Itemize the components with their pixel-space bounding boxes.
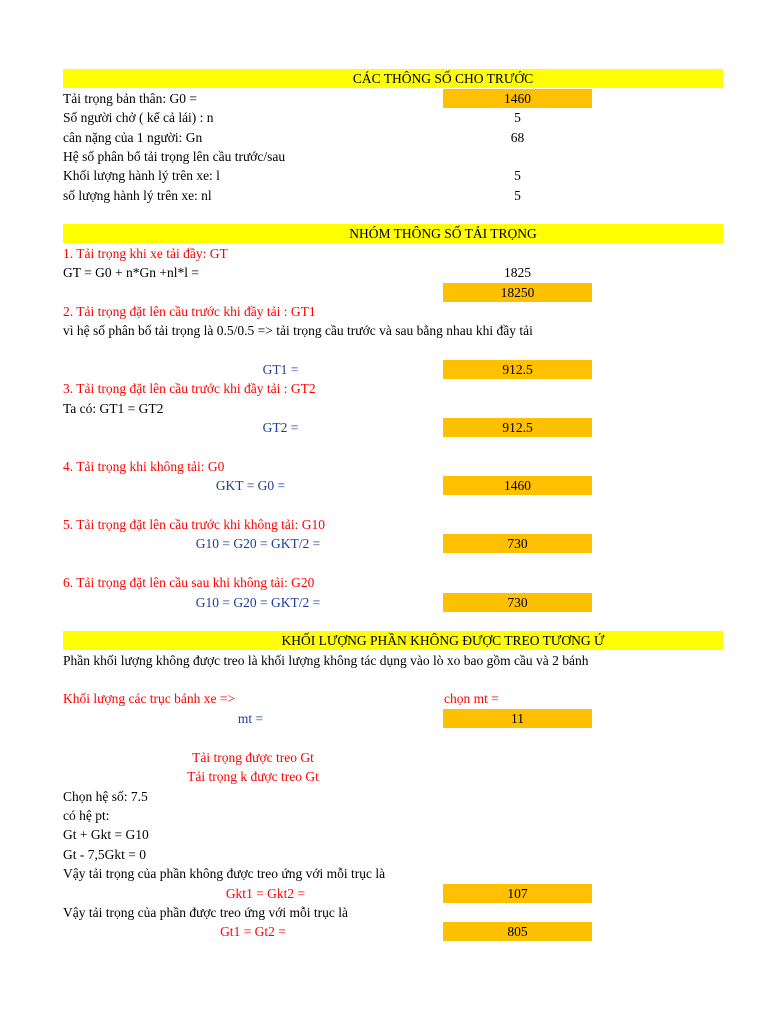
row-unsprung-load: Tải trọng k được treo Gt — [187, 769, 319, 784]
item5-title: 5. Tải trọng đặt lên cầu trước khi không tải: G10 — [63, 517, 326, 532]
row-eq2: Gt - 7,5Gkt = 0 — [63, 847, 146, 862]
param-value: 1460 — [443, 89, 592, 108]
param-value: 5 — [514, 188, 521, 203]
gkt-value: 1460 — [443, 476, 592, 495]
item1-title: 1. Tải trọng khi xe tải đầy: GT — [63, 246, 228, 261]
section-header-given-params: CÁC THÔNG SỐ CHO TRƯỚC — [63, 69, 723, 88]
row-person-weight — [63, 128, 723, 147]
param-label: Hệ số phân bổ tải trọng lên cầu trước/sau — [63, 149, 286, 164]
gkt1-label: Gkt1 = Gkt2 = — [225, 886, 306, 901]
row-gkt1 — [63, 884, 723, 903]
row-sprung-note: Vậy tải trọng của phần được treo ứng với mỗi trục là — [63, 905, 348, 920]
row-coef: Chọn hệ số: 7.5 — [63, 789, 148, 804]
param-value: 5 — [514, 110, 521, 125]
item2-note: vì hệ số phân bố tải trọng là 0.5/0.5 => tải trọng cầu trước và sau bằng nhau khi đầy tải — [63, 323, 533, 338]
section-header-unsprung-mass: KHỐI LƯỢNG PHẦN KHÔNG ĐƯỢC TREO TƯƠNG Ứ — [63, 631, 723, 650]
gt1-label: GT1 = — [262, 362, 299, 377]
section3-note: Phần khối lượng không được treo là khối lượng không tác dụng vào lò xo bao gồm cầu và 2 bánh — [63, 653, 589, 668]
g20-value: 730 — [443, 593, 592, 612]
choose-mt-label: chọn mt = — [444, 691, 499, 706]
row-distribution-coef — [63, 147, 723, 166]
param-label: Số người chở ( kể cả lái) : n — [63, 110, 214, 125]
row-system: có hệ pt: — [63, 808, 110, 823]
row-eq1: Gt + Gkt = G10 — [63, 827, 149, 842]
param-value: 68 — [510, 130, 525, 145]
gt2-value: 912.5 — [443, 418, 592, 437]
item3-note: Ta có: GT1 = GT2 — [63, 401, 164, 416]
item3-title: 3. Tải trọng đặt lên cầu trước khi đầy tải : GT2 — [63, 381, 316, 396]
axle-mass-label: Khối lượng các trục bánh xe => — [63, 691, 236, 706]
gt2-label: GT2 = — [262, 420, 299, 435]
row-self-weight — [63, 89, 723, 108]
gt1b-value: 805 — [443, 922, 592, 941]
gt1-value: 912.5 — [443, 360, 592, 379]
param-label: cân nặng của 1 người: Gn — [63, 130, 203, 145]
g20-label: G10 = G20 = GKT/2 = — [195, 595, 321, 610]
gt-value-highlight: 18250 — [443, 283, 592, 302]
row-luggage-weight — [63, 166, 723, 185]
row-mt — [63, 709, 723, 728]
gkt1-value: 107 — [443, 884, 592, 903]
item4-title: 4. Tải trọng khi không tải: G0 — [63, 459, 225, 474]
row-passengers — [63, 108, 723, 127]
row-gkt — [63, 476, 723, 495]
row-g10 — [63, 534, 723, 553]
mt-value: 11 — [443, 709, 592, 728]
item2-title: 2. Tải trọng đặt lên cầu trước khi đầy tải : GT1 — [63, 304, 316, 319]
row-g20 — [63, 593, 723, 612]
gt1b-label: Gt1 = Gt2 = — [220, 924, 286, 939]
mt-label: mt = — [237, 711, 264, 726]
item6-title: 6. Tải trọng đặt lên cầu sau khi không tải: G20 — [63, 575, 315, 590]
row-unsprung-note: Vậy tải trọng của phần không được treo ứng với mỗi trục là — [63, 866, 386, 881]
gt-value: 1825 — [504, 265, 531, 280]
g10-label: G10 = G20 = GKT/2 = — [195, 536, 321, 551]
gt-formula-label: GT = G0 + n*Gn +nl*l = — [63, 265, 199, 280]
g10-value: 730 — [443, 534, 592, 553]
row-gt-formula — [63, 263, 723, 282]
param-value: 5 — [514, 168, 521, 183]
row-luggage-count — [63, 186, 723, 205]
param-label: Khối lượng hành lý trên xe: l — [63, 168, 220, 183]
row-sprung-load: Tải trọng được treo Gt — [192, 750, 314, 765]
section-header-load-params: NHÓM THÔNG SỐ TẢI TRỌNG — [63, 224, 723, 243]
row-gt1 — [63, 360, 723, 379]
row-axle-mass — [63, 689, 723, 708]
row-gt1b — [63, 922, 723, 941]
param-label: số lượng hành lý trên xe: nl — [63, 188, 212, 203]
gkt-label: GKT = G0 = — [215, 478, 286, 493]
row-gt-value2 — [63, 283, 723, 302]
row-gt2 — [63, 418, 723, 437]
param-label: Tải trọng bản thân: G0 = — [63, 91, 197, 106]
